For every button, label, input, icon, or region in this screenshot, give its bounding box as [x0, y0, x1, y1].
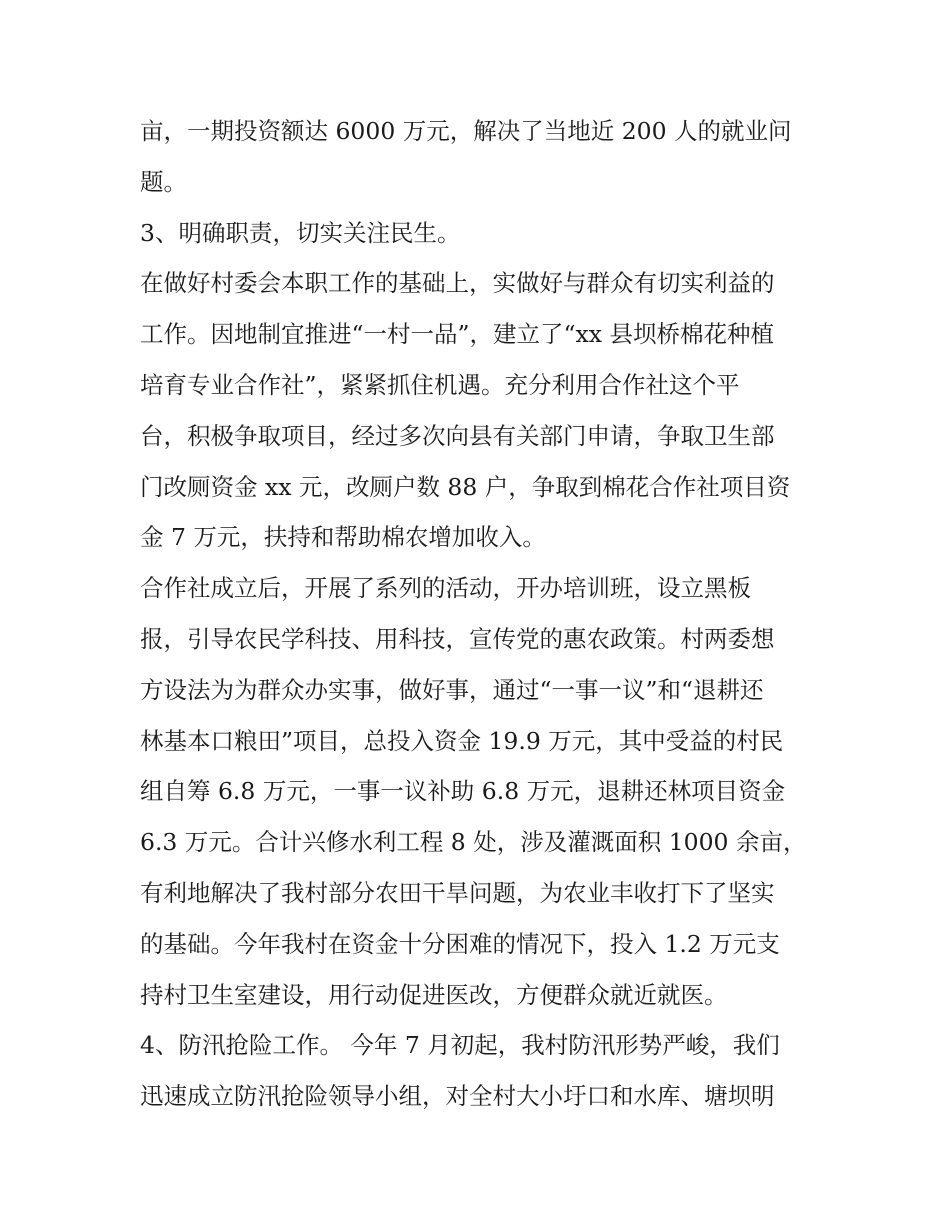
text-line: 持村卫生室建设，用行动促进医改，方便群众就近就医。	[140, 980, 728, 1009]
text-line: 题。	[140, 167, 187, 196]
text-line: 林基本口粮田”项目，总投入资金 19.9 万元，其中受益的村民	[140, 726, 784, 755]
text-line: 6.3 万元。合计兴修水利工程 8 处，涉及灌溉面积 1000 余亩，	[140, 828, 807, 857]
text-line: 迅速成立防汛抢险领导小组，对全村大小圩口和水库、塘坝明	[140, 1082, 775, 1111]
text-line: 方设法为为群众办实事，做好事，通过“一事一议”和“退耕还	[140, 675, 764, 704]
text-line: 门改厕资金 xx 元，改厕户数 88 户，争取到棉花合作社项目资	[140, 472, 791, 501]
text-line: 在做好村委会本职工作的基础上，实做好与群众有切实利益的	[140, 269, 775, 298]
text-line: 台，积极争取项目，经过多次向县有关部门申请，争取卫生部	[140, 421, 775, 450]
text-line: 报，引导农民学科技、用科技，宣传党的惠农政策。村两委想	[140, 624, 775, 653]
document-body	[140, 106, 820, 1122]
text-line: 组自筹 6.8 万元，一事一议补助 6.8 万元，退耕还林项目资金	[140, 777, 786, 806]
text-line: 金 7 万元，扶持和帮助棉农增加收入。	[140, 523, 546, 552]
text-line: 的基础。今年我村在资金十分困难的情况下，投入 1.2 万元支	[140, 929, 780, 958]
text-line: 有利地解决了我村部分农田干旱问题，为农业丰收打下了坚实	[140, 878, 775, 907]
text-line: 合作社成立后，开展了系列的活动，开办培训班，设立黑板	[140, 574, 751, 603]
section-heading: 3、明确职责，切实关注民生。	[140, 218, 461, 247]
text-line: 亩，一期投资额达 6000 万元，解决了当地近 200 人的就业问	[140, 117, 792, 145]
text-line: 培育专业合作社”，紧紧抓住机遇。充分利用合作社这个平	[140, 370, 740, 399]
section-heading: 4、防汛抢险工作。 今年 7 月初起，我村防汛形势严峻，我们	[140, 1031, 780, 1060]
text-line: 工作。因地制宜推进“一村一品”，建立了“xx 县坝桥棉花种植	[140, 320, 775, 349]
